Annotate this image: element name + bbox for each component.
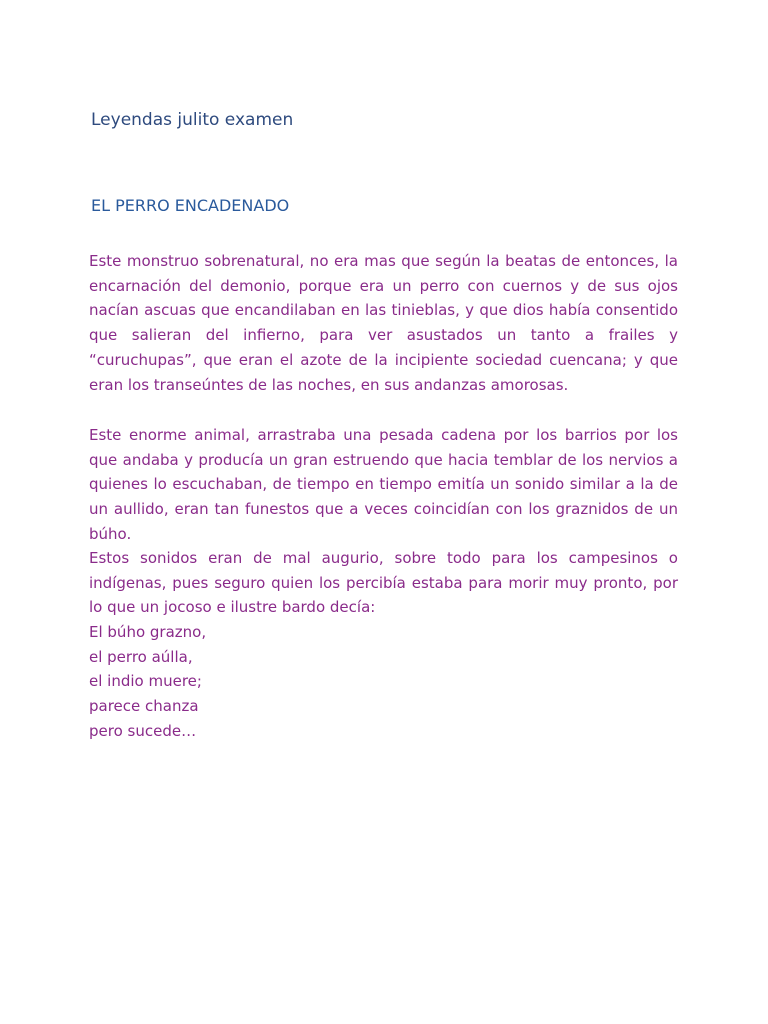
verse-line: El búho grazno,	[89, 623, 207, 641]
paragraph-3: Estos sonidos eran de mal augurio, sobre todo para los campesinos o indígenas, pues seguro quien los percibía estaba para morir muy pronto, por lo que un jocoso e ilustre bardo decía:	[89, 549, 678, 617]
verse-block	[89, 620, 206, 744]
paragraph-2: Este enorme animal, arrastraba una pesada cadena por los barrios por los que andaba y producía un gran estruendo que hacia temblar de los nervios a quienes lo escuchaban, de tiempo en tiempo emitía un sonido similar a la de un aullido, eran tan funestos que a veces coincidían con los graznidos de un búho.	[89, 426, 678, 543]
paragraph-1: Este monstruo sobrenatural, no era mas que según la beatas de entonces, la encarnación del demonio, porque era un perro con cuernos y de sus ojos nacían ascuas que encandilaban en las tinieblas, y que dios había consentido que salieran del infierno, para ver asustados un tanto a frailes y “curuchupas”, que eran el azote de la incipiente sociedad cuencana; y que eran los transeúntes de las noches, en sus andanzas amorosas.	[89, 252, 678, 394]
document-title: Leyendas julito examen	[91, 110, 294, 130]
verse-line: parece chanza	[89, 697, 199, 716]
section-heading: EL PERRO ENCADENADO	[91, 196, 290, 215]
verse-line: el perro aúlla,	[89, 647, 193, 666]
verse-line: pero sucede…	[89, 721, 197, 740]
verse-line: el indio muere;	[89, 672, 202, 691]
